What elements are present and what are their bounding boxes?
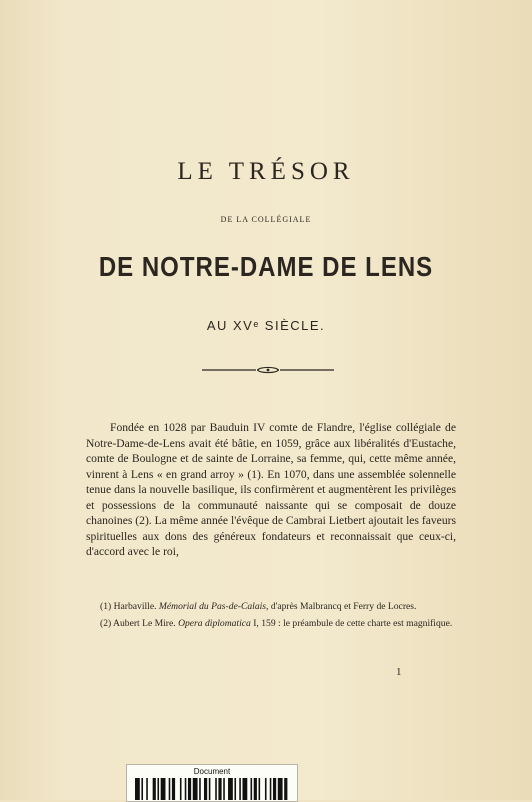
body-paragraph: Fondée en 1028 par Bauduin IV comte de Flandre, l'église collégiale de Notre-Dame-de-Lens avait été bâtie, en 1059, grâce aux libéralités d'Eustache, comte de Boulogne et de sainte de Lorraine, sa femme, qui, cette même année, vinrent à Lens « en grand arroy » (1). En 1070, dans une assemblée solennelle tenue dans la nouvelle basilique, ils confirmèrent et augmentèrent les privilèges et possessions de la communauté naissante qui se composait de douze chanoines (2). La même année l'évêque de Cambrai Lietbert ajoutait les faveurs spirituelles aux dons des généreux fondateurs et reconnaissait que ceux-ci, d'accord avec le roi, <box>86 421 456 558</box>
footnote-2 <box>86 617 456 630</box>
barcode-bar <box>228 778 233 800</box>
barcode-bar <box>284 778 287 800</box>
barcode-bar <box>265 778 267 800</box>
barcode <box>135 778 289 800</box>
barcode-bar <box>215 778 217 800</box>
barcode-bar <box>278 778 283 800</box>
barcode-bar <box>239 778 241 800</box>
footnote-1 <box>86 600 456 613</box>
footnote-2-work: Opera diplomatica <box>178 618 251 629</box>
footnote-2-rest: I, 159 : le préambule de cette charte est magnifique. <box>253 618 453 629</box>
barcode-bar <box>169 778 171 800</box>
barcode-bar <box>141 778 143 800</box>
barcode-bar <box>188 778 191 800</box>
barcode-bar <box>153 778 156 800</box>
barcode-bar <box>223 778 225 800</box>
barcode-bar <box>161 778 166 800</box>
barcode-bar <box>199 778 201 800</box>
barcode-bar <box>209 778 211 800</box>
barcode-bar <box>259 778 261 800</box>
barcode-bar <box>234 778 236 800</box>
footnote-1-work: Mémorial du Pas-de-Calais, <box>158 601 269 612</box>
barcode-bar <box>204 778 207 800</box>
barcode-bar <box>273 778 276 800</box>
barcode-bar <box>242 778 247 800</box>
barcode-bar <box>218 778 221 800</box>
barcode-sticker <box>126 764 298 802</box>
page-number: 1 <box>396 666 402 678</box>
footnote-1-marker: (1) Harbaville. <box>100 601 157 612</box>
century-heading: AU XVᵉ SIÈCLE. <box>206 318 326 333</box>
main-heading: DE NOTRE-DAME DE LENS <box>98 251 434 283</box>
barcode-bar <box>172 778 175 800</box>
barcode-bar <box>270 778 272 800</box>
footnote-1-rest: d'après Malbrancq et Ferry de Locres. <box>270 601 417 612</box>
barcode-bar <box>157 778 159 800</box>
page-subtitle: DE LA COLLÉGIALE <box>220 215 312 224</box>
footnotes <box>86 600 456 634</box>
ornament-divider <box>200 366 336 374</box>
barcode-bar <box>180 778 182 800</box>
body-text <box>86 420 456 560</box>
page-title: LE TRÉSOR <box>177 158 355 185</box>
barcode-bar <box>193 778 198 800</box>
barcode-bar <box>146 778 148 800</box>
barcode-label: Document <box>193 767 231 776</box>
barcode-bar <box>185 778 187 800</box>
barcode-bar <box>254 778 257 800</box>
barcode-bar <box>251 778 253 800</box>
footnote-2-marker: (2) Aubert Le Mire. <box>100 618 176 629</box>
barcode-bar <box>135 778 140 800</box>
